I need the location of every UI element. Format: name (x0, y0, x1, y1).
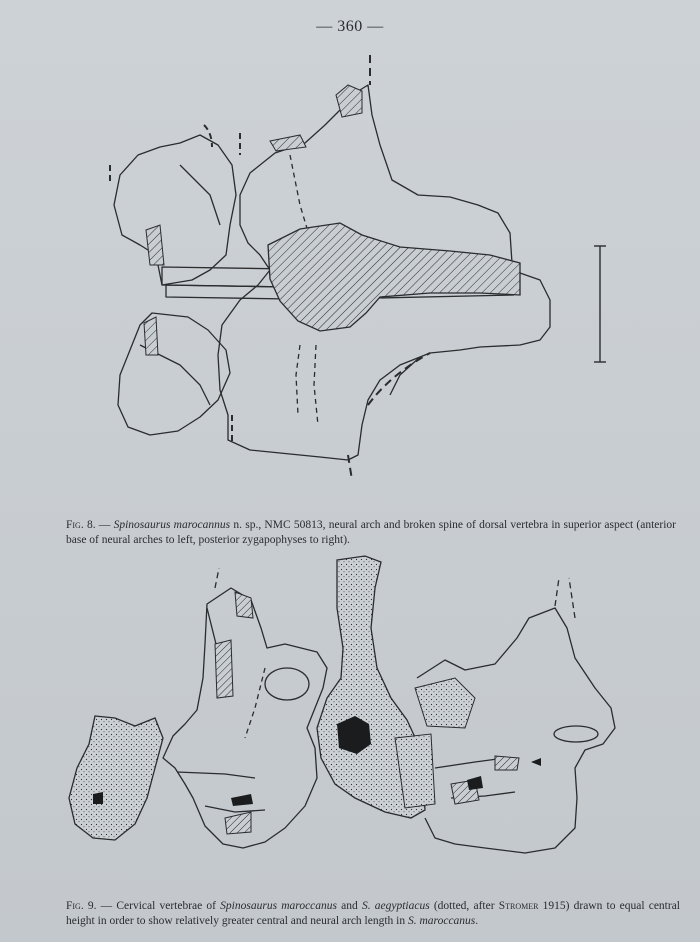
figure-9-caption (66, 899, 680, 929)
figure-9-text-1: — Cervical vertebrae of (96, 899, 221, 912)
figure-9-text-4: 1915) drawn to equal central height in order to show relatively greater central and neural arch length in (66, 899, 680, 927)
figure-8-dash: — (95, 518, 114, 531)
figure-9-text-2: and (337, 899, 362, 912)
hatched-zygapophysis (268, 223, 520, 331)
anterior-process-outline (114, 135, 236, 285)
figure-8-caption-text: n. sp., NMC 50813, neural arch and broken spine of dorsal vertebra in superior aspect (anterior base of neural arches to left, posterior zygapophyses to right). (66, 518, 676, 546)
figure-8-taxon: Spinosaurus marocannus (113, 518, 231, 531)
figure-9-label: Fig. 9. (66, 899, 97, 912)
figure-9-taxon-1: Spinosaurus maroccanus (220, 899, 337, 912)
figure-9-end: . (475, 914, 479, 927)
figure-8-label: Fig. 8. (66, 518, 96, 531)
lower-left-process-outline (118, 313, 230, 435)
figure-9-drawing (55, 548, 645, 878)
figure-8-caption (66, 518, 676, 548)
page-number: — 360 — (316, 18, 384, 35)
figure-9-taxon-3: S. maroccanus (408, 914, 476, 927)
figure-8-drawing (100, 55, 580, 480)
figure-9-taxon-2: S. aegyptiacus (361, 899, 430, 912)
main-vertebra-outline (163, 588, 327, 848)
dotted-vertebra-left (69, 716, 163, 840)
figure-9-text-3: (dotted, after (429, 899, 499, 912)
scale-bar (590, 244, 610, 364)
figure-9-author: Stromer (498, 899, 539, 912)
